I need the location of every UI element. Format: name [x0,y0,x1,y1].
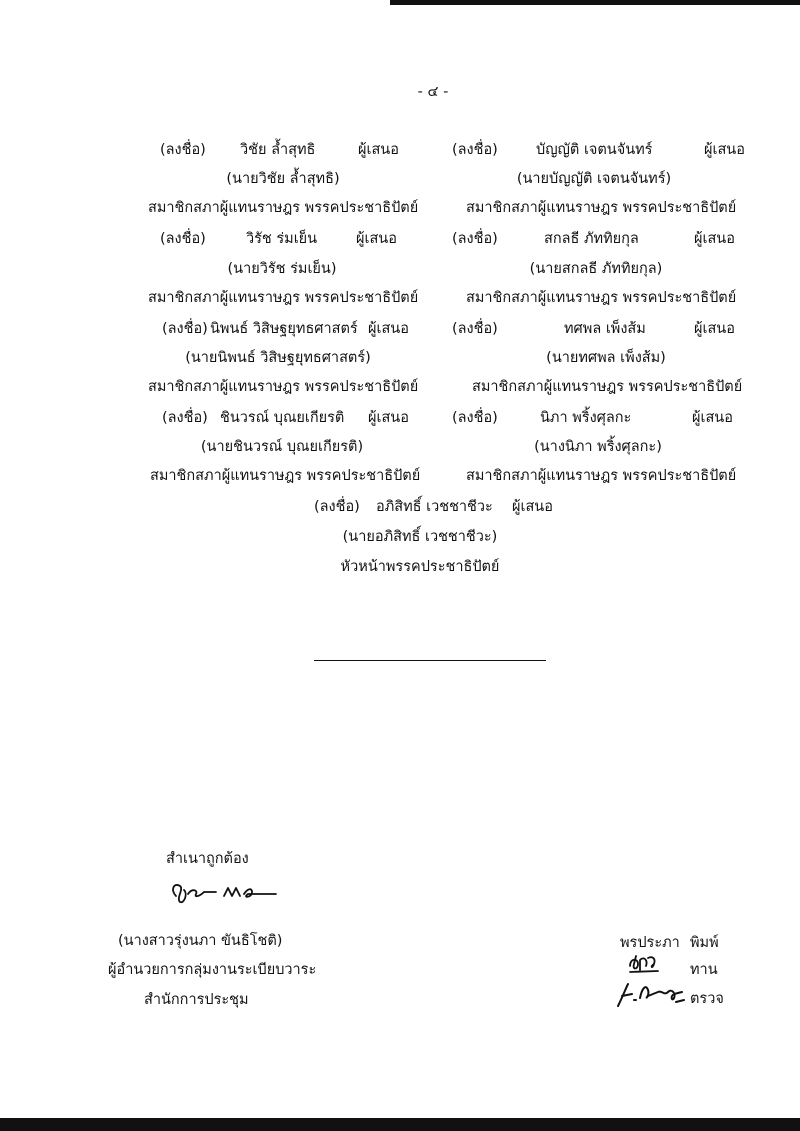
signer-full-name: (นายชินวรณ์ บุณยเกียรติ) [200,439,364,455]
proposer-label: ผู้เสนอ [512,499,553,515]
scan-edge-bottom [0,1118,800,1131]
sign-label: (ลงชื่อ) [162,410,208,426]
proposer-label: ผู้เสนอ [704,142,745,158]
page-number: - ๔ - [417,84,449,100]
sign-label: (ลงชื่อ) [452,142,498,158]
sign-label: (ลงชื่อ) [452,410,498,426]
signer-full-name: (นายบัญญัติ เจตนจันทร์) [516,171,672,187]
signature-text: สกลธี ภัททิยกุล [544,231,639,247]
reviewer-initials [626,952,662,976]
leader-signature: อภิสิทธิ์ เวชชาชีวะ [376,499,493,515]
signature-text: นิพนธ์ วิสิษฐยุทธศาสตร์ [210,321,358,337]
member-title: สมาชิกสภาผู้แทนราษฎร พรรคประชาธิปัตย์ [466,290,737,306]
signature-text: บัญญัติ เจตนจันทร์ [536,142,653,158]
signer-full-name: (นายทศพล เพ็งส้ม) [546,350,666,366]
checker-action: ตรวจ [690,991,724,1007]
sign-label: (ลงชื่อ) [452,231,498,247]
reviewer-action: ทาน [690,962,718,978]
typist-name: พรประภา [620,935,680,951]
signer-full-name: (นายวิรัช ร่มเย็น) [227,261,337,277]
sign-label: (ลงชื่อ) [160,231,206,247]
proposer-label: ผู้เสนอ [358,142,399,158]
sign-label: (ลงชื่อ) [162,321,208,337]
certifier-name: (นางสาวรุ่งนภา ขันธิโชติ) [118,933,283,949]
signer-full-name: (นายสกลธี ภัททิยกุล) [529,261,663,277]
signer-full-name: (นายวิชัย ล้ำสุทธิ) [226,171,340,187]
signer-full-name: (นางนิภา พริ้งศุลกะ) [534,439,662,455]
signature-text: ทศพล เพ็งส้ม [564,321,646,337]
signer-full-name: (นายนิพนธ์ วิสิษฐยุทธศาสตร์) [185,350,371,366]
member-title: สมาชิกสภาผู้แทนราษฎร พรรคประชาธิปัตย์ [148,290,419,306]
proposer-label: ผู้เสนอ [694,231,735,247]
member-title: สมาชิกสภาผู้แทนราษฎร พรรคประชาธิปัตย์ [148,379,419,395]
scan-edge-top [390,0,800,5]
section-divider [314,660,546,661]
checker-signature [612,978,692,1010]
certifier-office: สำนักการประชุม [144,992,249,1008]
leader-full-name: (นายอภิสิทธิ์ เวชชาชีวะ) [342,529,498,545]
member-title: สมาชิกสภาผู้แทนราษฎร พรรคประชาธิปัตย์ [466,200,737,216]
member-title: สมาชิกสภาผู้แทนราษฎร พรรคประชาธิปัตย์ [472,379,743,395]
certifier-position: ผู้อำนวยการกลุ่มงานระเบียบวาระ [108,962,317,978]
typist-action: พิมพ์ [690,935,719,951]
sign-label: (ลงชื่อ) [314,499,360,515]
certified-copy-heading: สำเนาถูกต้อง [166,851,249,867]
signature-text: วิรัช ร่มเย็น [246,231,318,247]
member-title: สมาชิกสภาผู้แทนราษฎร พรรคประชาธิปัตย์ [148,200,419,216]
sign-label: (ลงชื่อ) [452,321,498,337]
leader-title: หัวหน้าพรรคประชาธิปัตย์ [340,559,500,575]
signature-text: ชินวรณ์ บุณยเกียรติ [220,410,345,426]
member-title: สมาชิกสภาผู้แทนราษฎร พรรคประชาธิปัตย์ [466,468,737,484]
proposer-label: ผู้เสนอ [368,410,409,426]
handwritten-signature [168,876,278,906]
proposer-label: ผู้เสนอ [694,321,735,337]
member-title: สมาชิกสภาผู้แทนราษฎร พรรคประชาธิปัตย์ [150,468,421,484]
signature-text: นิภา พริ้งศุลกะ [540,410,632,426]
sign-label: (ลงชื่อ) [160,142,206,158]
proposer-label: ผู้เสนอ [356,231,397,247]
signature-text: วิชัย ล้ำสุทธิ [240,142,316,158]
proposer-label: ผู้เสนอ [692,410,733,426]
proposer-label: ผู้เสนอ [368,321,409,337]
